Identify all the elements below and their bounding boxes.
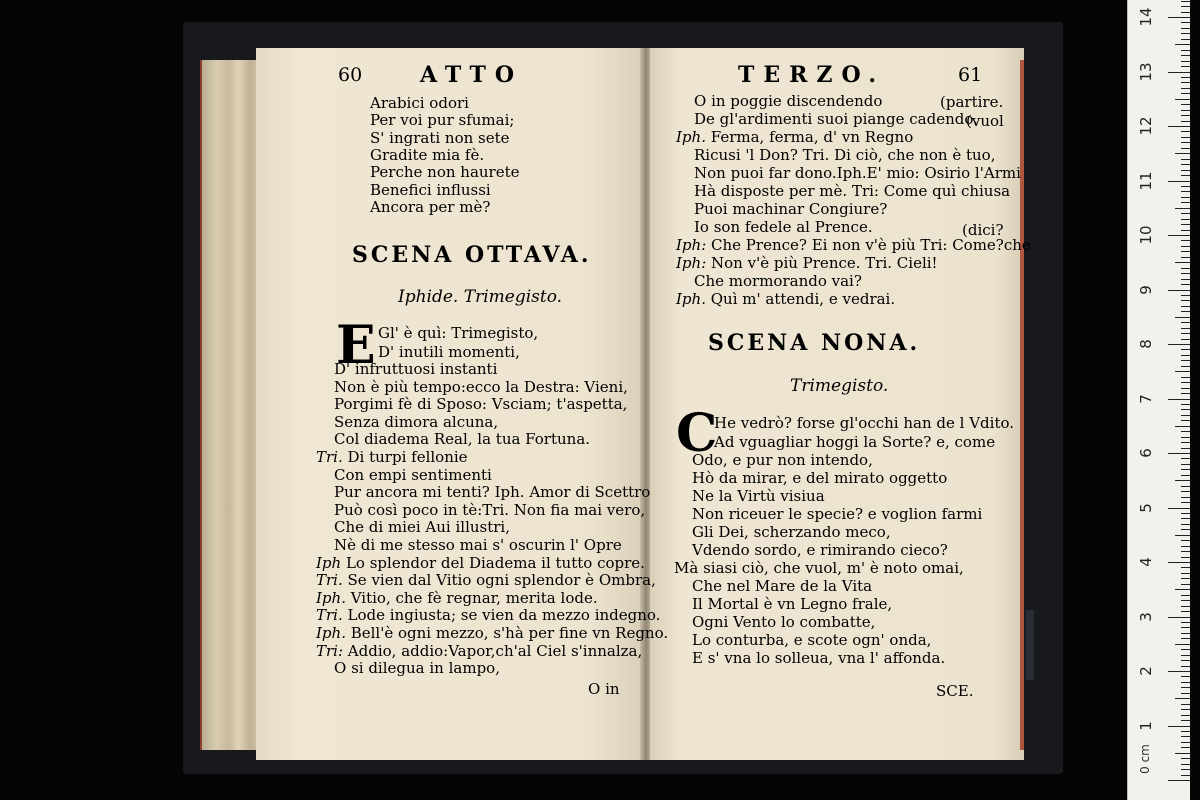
ruler-tick xyxy=(1175,208,1190,209)
ruler-tick xyxy=(1168,726,1190,727)
ruler-tick xyxy=(1175,44,1190,45)
ruler-number: 2 xyxy=(1137,666,1155,676)
ruler-tick xyxy=(1181,159,1190,160)
ruler-number: 13 xyxy=(1137,61,1155,82)
ruler-tick xyxy=(1181,175,1190,176)
margin-note-3: (dici? xyxy=(962,221,1004,239)
ruler-tick xyxy=(1181,693,1190,694)
ruler-tick xyxy=(1181,115,1190,116)
ruler-tick xyxy=(1181,50,1190,51)
verse-line: Che di miei Aui illustri, xyxy=(334,518,510,537)
ruler-tick xyxy=(1181,300,1190,301)
verse-line: Iph: Non v'è più Prence. Tri. Cieli! xyxy=(676,254,938,272)
ruler-tick xyxy=(1181,33,1190,34)
ruler-tick xyxy=(1181,584,1190,585)
ruler-number: 9 xyxy=(1137,284,1155,295)
ruler-tick xyxy=(1181,573,1190,574)
ruler-tick xyxy=(1181,437,1190,438)
ruler-tick xyxy=(1181,137,1190,138)
ruler-tick xyxy=(1181,284,1190,285)
ruler-number: 4 xyxy=(1137,557,1155,567)
ruler-tick xyxy=(1181,28,1190,29)
ruler-tick xyxy=(1175,535,1190,536)
ruler-tick xyxy=(1181,295,1190,296)
ruler-tick xyxy=(1181,622,1190,623)
ruler-tick xyxy=(1181,121,1190,122)
verse-line: Ne la Virtù visiua xyxy=(692,487,825,505)
ruler-tick xyxy=(1181,475,1190,476)
ruler-tick xyxy=(1181,600,1190,601)
ruler-tick xyxy=(1181,55,1190,56)
verse-line: E s' vna lo solleua, vna l' affonda. xyxy=(692,649,946,667)
ruler-number: 14 xyxy=(1137,7,1155,27)
ruler-tick xyxy=(1181,77,1190,78)
ruler-tick xyxy=(1181,747,1190,748)
right-page-number: 61 xyxy=(958,64,983,86)
verse-line: O in poggie discendendo xyxy=(694,92,883,110)
ruler-tick xyxy=(1181,736,1190,737)
ruler-tick xyxy=(1181,213,1190,214)
ruler-tick xyxy=(1168,780,1190,781)
verse-line: Ogni Vento lo combatte, xyxy=(692,613,876,631)
ruler-number: 10 xyxy=(1137,225,1155,245)
verse-line: Perche non haurete xyxy=(370,163,520,182)
ruler-tick xyxy=(1168,453,1190,454)
ruler-tick xyxy=(1175,153,1190,154)
verse-line: Iph Lo splendor del Diadema il tutto copre. xyxy=(316,553,645,572)
ruler-tick xyxy=(1181,230,1190,231)
verse-line: Tri. Di turpi fellonie xyxy=(316,448,468,466)
ruler-tick xyxy=(1181,682,1190,683)
ruler-tick xyxy=(1168,562,1190,563)
ruler-tick xyxy=(1181,104,1190,105)
ruler-number: 1 xyxy=(1137,720,1155,731)
ruler-tick xyxy=(1181,469,1190,470)
ruler-tick xyxy=(1181,240,1190,241)
bookmark-ribbon xyxy=(1026,610,1034,680)
ruler-tick xyxy=(1181,464,1190,465)
ruler-tick xyxy=(1168,290,1190,291)
ruler-tick xyxy=(1181,61,1190,62)
ruler-tick xyxy=(1181,246,1190,247)
ruler-tick xyxy=(1181,382,1190,383)
ruler-tick xyxy=(1181,170,1190,171)
ruler-tick xyxy=(1181,497,1190,498)
verse-line: Arabici odori xyxy=(370,94,469,112)
ruler-tick xyxy=(1168,671,1190,672)
verse-line: Pur ancora mi tenti? Iph. Amor di Scettro xyxy=(334,483,651,502)
ruler-tick xyxy=(1181,649,1190,650)
ruler-tick xyxy=(1181,131,1190,132)
verse-line: Col diadema Real, la tua Fortuna. xyxy=(334,430,591,449)
ruler-tick xyxy=(1175,371,1190,372)
ruler-tick xyxy=(1181,764,1190,765)
ruler-tick xyxy=(1181,595,1190,596)
verse-line: De gl'ardimenti suoi piange cadendo. xyxy=(694,110,978,128)
ruler-tick xyxy=(1181,715,1190,716)
ruler-tick xyxy=(1181,388,1190,389)
ruler-tick xyxy=(1181,546,1190,547)
ruler-tick xyxy=(1175,589,1190,590)
ruler-tick xyxy=(1168,508,1190,509)
ruler-tick xyxy=(1181,377,1190,378)
ruler-tick xyxy=(1181,393,1190,394)
ruler-tick xyxy=(1181,704,1190,705)
verse-line: Hà disposte per mè. Tri: Come quì chiusa xyxy=(694,182,1011,200)
page-block-edge xyxy=(200,60,262,750)
ruler-tick xyxy=(1181,110,1190,111)
ruler-tick xyxy=(1181,513,1190,514)
verse-line: Porgimi fè di Sposo: Vsciam; t'aspetta, xyxy=(334,395,628,414)
ruler-tick xyxy=(1181,731,1190,732)
ruler-tick xyxy=(1181,529,1190,530)
ruler-tick xyxy=(1181,360,1190,361)
ruler-tick xyxy=(1181,758,1190,759)
verse-line: Gli Dei, scherzando meco, xyxy=(692,523,891,541)
verse-line: Nè di me stesso mai s' oscurin l' Opre xyxy=(334,536,622,554)
verse-line: Ancora per mè? xyxy=(370,197,491,216)
ruler-tick xyxy=(1181,142,1190,143)
ruler-tick xyxy=(1168,617,1190,618)
verse-line: Benefici influssi xyxy=(370,180,491,199)
ruler-tick xyxy=(1175,426,1190,427)
verse-line: Lo conturba, e scote ogn' onda, xyxy=(692,631,932,649)
ruler-tick xyxy=(1181,518,1190,519)
ruler-tick xyxy=(1181,769,1190,770)
ruler-tick xyxy=(1181,627,1190,628)
ruler-tick xyxy=(1181,322,1190,323)
ruler-tick xyxy=(1181,638,1190,639)
left-catchword: O in xyxy=(588,680,620,698)
right-speakers: Trimegisto. xyxy=(790,376,889,396)
ruler-tick xyxy=(1175,644,1190,645)
ruler-tick xyxy=(1181,502,1190,503)
ruler-number: 11 xyxy=(1137,170,1155,191)
ruler-tick xyxy=(1181,557,1190,558)
ruler-tick xyxy=(1181,328,1190,329)
ruler-tick xyxy=(1181,279,1190,280)
ruler-tick xyxy=(1168,126,1190,127)
verse-line: Mà siasi ciò, che vuol, m' è noto omai, xyxy=(674,559,964,577)
left-drop-line-2: D' inutili momenti, xyxy=(378,343,520,361)
ruler-tick xyxy=(1181,88,1190,89)
verse-line: Odo, e pur non intendo, xyxy=(692,451,873,469)
verse-line: Non riceuer le specie? e voglion farmi xyxy=(692,505,983,523)
right-catchword: SCE. xyxy=(936,682,974,700)
verse-line: Per voi pur sfumai; xyxy=(370,111,515,130)
ruler-tick xyxy=(1181,524,1190,525)
ruler-tick xyxy=(1181,633,1190,634)
ruler-tick xyxy=(1181,66,1190,67)
verse-line: Iph. Bell'è ogni mezzo, s'hà per fine vn Regno. xyxy=(316,624,669,642)
verse-line: Con empi sentimenti xyxy=(334,465,492,484)
verse-line: S' ingrati non sete xyxy=(370,128,510,147)
ruler-tick xyxy=(1181,202,1190,203)
ruler-tick xyxy=(1181,666,1190,667)
ruler-tick xyxy=(1181,660,1190,661)
ruler-tick xyxy=(1181,720,1190,721)
ruler-tick xyxy=(1181,491,1190,492)
ruler-tick xyxy=(1181,22,1190,23)
ruler-tick xyxy=(1181,431,1190,432)
margin-note-2: (vuol xyxy=(966,112,1004,130)
ruler-tick xyxy=(1181,458,1190,459)
ruler-number: 3 xyxy=(1137,611,1155,622)
ruler-tick xyxy=(1175,480,1190,481)
measuring-ruler xyxy=(1127,0,1190,800)
ruler-tick xyxy=(1181,197,1190,198)
ruler-tick xyxy=(1175,317,1190,318)
verse-line: Iph: Che Prence? Ei non v'è più Tri: Come?che xyxy=(676,236,1031,254)
ruler-tick xyxy=(1181,611,1190,612)
verse-line: Gradite mia fè. xyxy=(370,145,485,164)
verse-line: Può così poco in tè:Tri. Non fia mai vero, xyxy=(334,500,646,519)
verse-line: Che mormorando vai? xyxy=(694,272,862,290)
left-scene-heading: SCENA OTTAVA. xyxy=(352,242,592,268)
verse-line: Puoi machinar Congiure? xyxy=(694,200,888,218)
ruler-tick xyxy=(1181,268,1190,269)
ruler-tick xyxy=(1181,420,1190,421)
ruler-tick xyxy=(1181,257,1190,258)
right-drop-line-1: He vedrò? forse gl'occhi han de l Vdito. xyxy=(714,414,1015,432)
ruler-tick xyxy=(1181,409,1190,410)
ruler-tick xyxy=(1181,578,1190,579)
right-scene-heading: SCENA NONA. xyxy=(708,330,921,356)
ruler-unit-label: 0 cm xyxy=(1137,744,1152,774)
ruler-number: 7 xyxy=(1137,393,1155,404)
ruler-tick xyxy=(1181,366,1190,367)
verse-line: Non è più tempo:ecco la Destra: Vieni, xyxy=(334,377,628,396)
verse-line: Tri. Lode ingiusta; se vien da mezzo indegno. xyxy=(316,606,661,625)
ruler-tick xyxy=(1181,709,1190,710)
ruler-tick xyxy=(1181,606,1190,607)
ruler-tick xyxy=(1181,93,1190,94)
ruler-tick xyxy=(1181,82,1190,83)
right-drop-cap: C xyxy=(676,403,718,464)
ruler-tick xyxy=(1181,306,1190,307)
verse-line: Io son fedele al Prence. xyxy=(694,218,873,236)
ruler-tick xyxy=(1181,742,1190,743)
ruler-tick xyxy=(1181,655,1190,656)
ruler-tick xyxy=(1181,404,1190,405)
ruler-tick xyxy=(1175,698,1190,699)
ruler-tick xyxy=(1175,262,1190,263)
verse-line: Senza dimora alcuna, xyxy=(334,412,499,431)
left-drop-line-1: Gl' è quì: Trimegisto, xyxy=(378,324,539,342)
ruler-tick xyxy=(1181,12,1190,13)
ruler-tick xyxy=(1181,39,1190,40)
right-running-head: TERZO. xyxy=(738,62,886,88)
verse-line: Vdendo sordo, e rimirando cieco? xyxy=(692,541,948,559)
ruler-tick xyxy=(1168,181,1190,182)
verse-line: Iph. Ferma, ferma, d' vn Regno xyxy=(676,128,914,146)
verse-line: Non puoi far dono.Iph.E' mio: Osirio l'Armi xyxy=(694,164,1021,182)
verse-line: Il Mortal è vn Legno frale, xyxy=(692,595,893,613)
ruler-tick xyxy=(1181,251,1190,252)
verse-line: Ricusi 'l Don? Tri. Di ciò, che non è tuo, xyxy=(694,146,996,164)
ruler-tick xyxy=(1181,551,1190,552)
ruler-tick xyxy=(1181,355,1190,356)
margin-note-1: (partire. xyxy=(940,93,1004,111)
ruler-tick xyxy=(1181,349,1190,350)
ruler-tick xyxy=(1181,415,1190,416)
ruler-tick xyxy=(1168,344,1190,345)
ruler-tick xyxy=(1168,72,1190,73)
ruler-tick xyxy=(1181,148,1190,149)
ruler-tick xyxy=(1181,448,1190,449)
verse-line: Tri. Se vien dal Vitio ogni splendor è Ombra, xyxy=(316,571,656,590)
left-drop-cap: E xyxy=(336,315,376,376)
ruler-tick xyxy=(1181,442,1190,443)
ruler-tick xyxy=(1181,273,1190,274)
ruler-tick xyxy=(1168,235,1190,236)
ruler-tick xyxy=(1181,540,1190,541)
ruler-number: 6 xyxy=(1137,448,1155,458)
verse-line: Iph. Quì m' attendi, e vedrai. xyxy=(676,290,896,308)
ruler-tick xyxy=(1181,687,1190,688)
verse-line: Tri: Addio, addio:Vapor,ch'al Ciel s'innalza, xyxy=(316,641,643,660)
ruler-tick xyxy=(1181,333,1190,334)
verse-line: D' infruttuosi instanti xyxy=(334,360,498,378)
verse-line: Che nel Mare de la Vita xyxy=(692,577,873,595)
ruler-tick xyxy=(1168,17,1190,18)
verse-line: Iph. Vitio, che fè regnar, merita lode. xyxy=(316,588,598,607)
ruler-tick xyxy=(1168,399,1190,400)
ruler-tick xyxy=(1181,219,1190,220)
ruler-tick xyxy=(1181,164,1190,165)
ruler-number: 8 xyxy=(1137,339,1155,349)
left-speakers: Iphide. Trimegisto. xyxy=(398,287,563,307)
ruler-tick xyxy=(1181,676,1190,677)
ruler-tick xyxy=(1181,339,1190,340)
left-running-head: ATTO xyxy=(420,62,523,88)
ruler-tick xyxy=(1181,775,1190,776)
ruler-tick xyxy=(1181,311,1190,312)
ruler-tick xyxy=(1181,486,1190,487)
ruler-number: 12 xyxy=(1137,116,1155,136)
right-drop-line-2: Ad vguagliar hoggi la Sorte? e, come xyxy=(714,433,996,451)
ruler-tick xyxy=(1181,224,1190,225)
ruler-tick xyxy=(1175,753,1190,754)
ruler-tick xyxy=(1181,6,1190,7)
ruler-tick xyxy=(1181,186,1190,187)
ruler-tick xyxy=(1181,567,1190,568)
ruler-number: 5 xyxy=(1137,502,1155,513)
left-page-number: 60 xyxy=(338,64,363,86)
verse-line: Hò da mirar, e del mirato oggetto xyxy=(692,469,948,487)
verse-line: O si dilegua in lampo, xyxy=(334,659,500,678)
ruler-tick xyxy=(1181,1,1190,2)
ruler-tick xyxy=(1181,191,1190,192)
ruler-tick xyxy=(1175,99,1190,100)
